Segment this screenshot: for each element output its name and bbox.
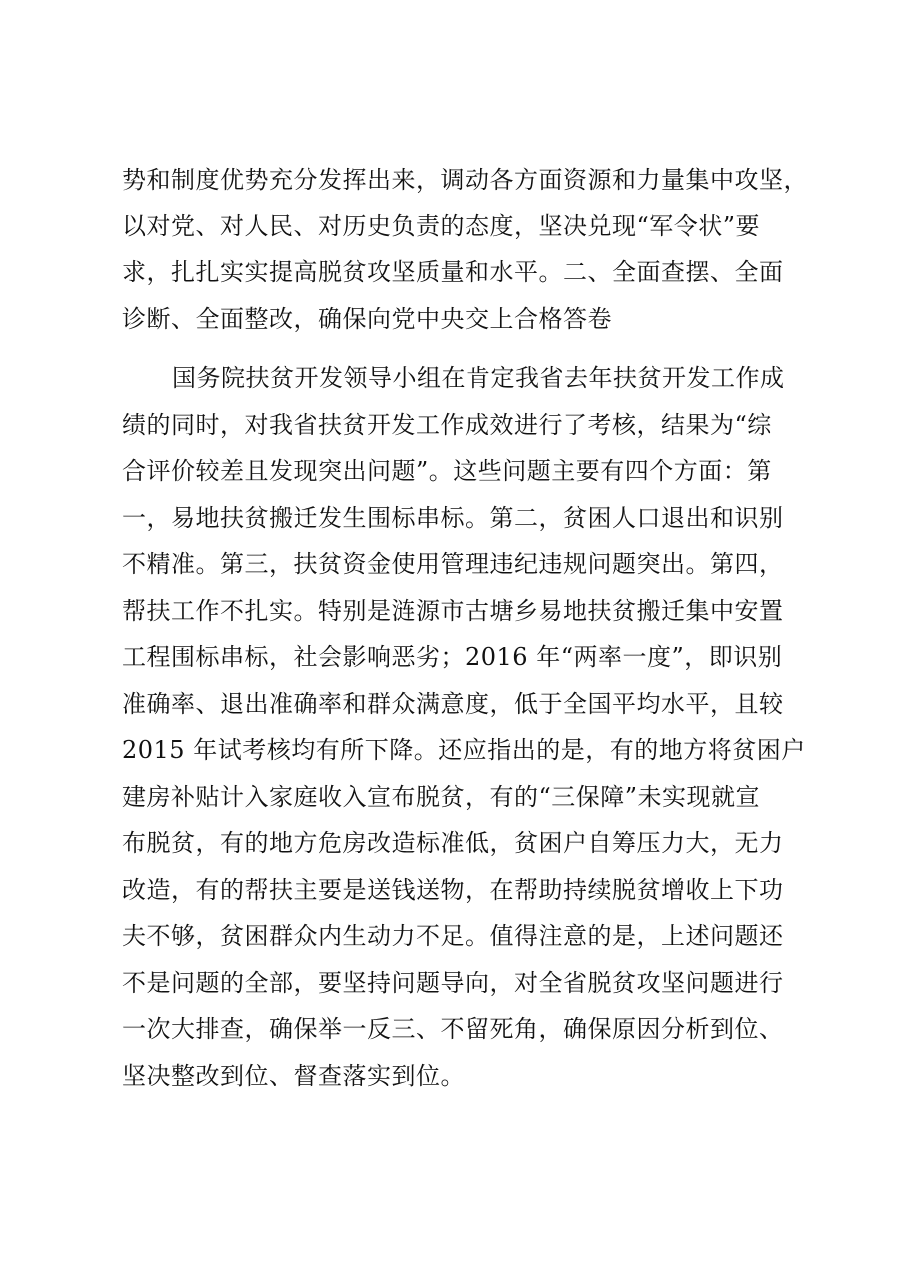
paragraph-line: 国务院扶贫开发领导小组在肯定我省去年扶贫开发工作成 [172, 364, 785, 392]
paragraph-line: 以对党、对人民、对历史负责的态度，坚决兑现“军令状”要 [122, 212, 761, 240]
paragraph-line: 不精准。第三，扶贫资金使用管理违纪违规问题突出。第四， [122, 550, 784, 578]
paragraph-line: 求，扎扎实实提高脱贫攻坚质量和水平。二、全面查摆、全面 [122, 258, 784, 286]
paragraph-line: 帮扶工作不扎实。特别是涟源市古塘乡易地扶贫搬迁集中安置 [122, 597, 784, 625]
paragraph-line: 布脱贫，有的地方危房改造标准低，贫困户自筹压力大，无力 [122, 829, 784, 857]
paragraph-line: 绩的同时，对我省扶贫开发工作成效进行了考核，结果为“综 [122, 411, 772, 439]
paragraph-line: 改造，有的帮扶主要是送钱送物，在帮助持续脱贫增收上下功 [122, 876, 784, 904]
paragraph-line: 一次大排查，确保举一反三、不留死角，确保原因分析到位、 [122, 1015, 784, 1043]
paragraph-line: 夫不够，贫困群众内生动力不足。值得注意的是，上述问题还 [122, 922, 784, 950]
paragraph-line: 2015 年试考核均有所下降。还应指出的是，有的地方将贫困户 [122, 736, 806, 764]
paragraph-line: 不是问题的全部，要坚持问题导向，对全省脱贫攻坚问题进行 [122, 969, 784, 997]
paragraph-line: 一，易地扶贫搬迁发生围标串标。第二，贫困人口退出和识别 [122, 504, 784, 532]
paragraph-line: 准确率、退出准确率和群众满意度，低于全国平均水平，且较 [122, 690, 784, 718]
paragraph-line: 工程围标串标，社会影响恶劣；2016 年“两率一度”，即识别 [122, 643, 783, 671]
paragraph-line: 合评价较差且发现突出问题”。这些问题主要有四个方面：第 [122, 457, 772, 485]
paragraph-line: 诊断、全面整改，确保向党中央交上合格答卷 [122, 305, 612, 333]
paragraph-line: 势和制度优势充分发挥出来，调动各方面资源和力量集中攻坚， [122, 166, 808, 194]
paragraph-line: 坚决整改到位、督查落实到位。 [122, 1062, 465, 1090]
paragraph-line: 建房补贴计入家庭收入宣布脱贫，有的“三保障”未实现就宣 [122, 783, 761, 811]
